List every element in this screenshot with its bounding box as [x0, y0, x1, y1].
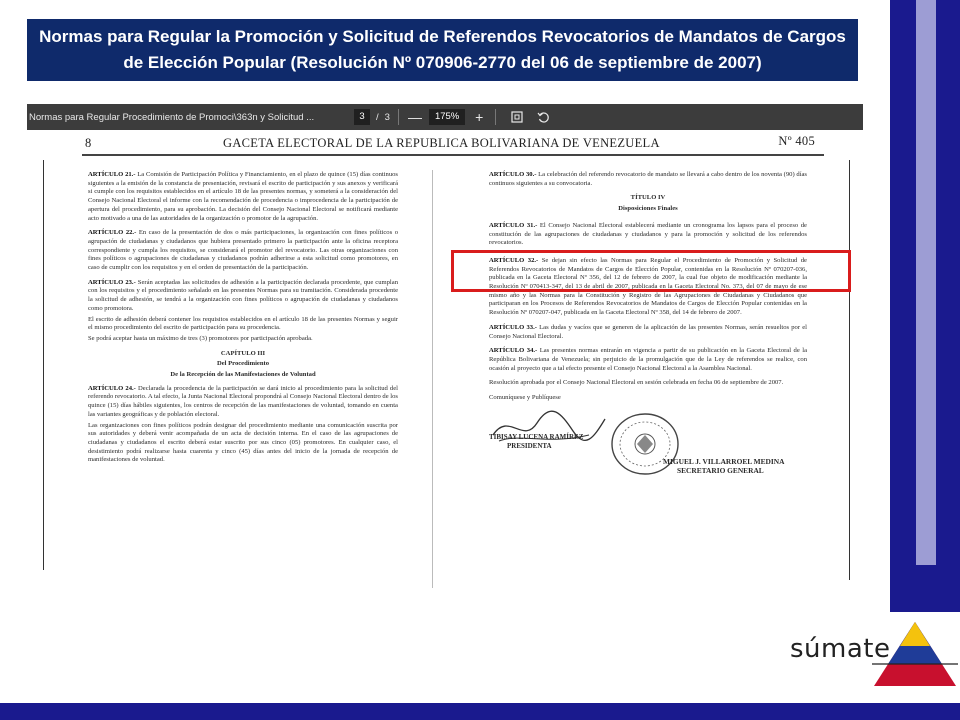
article-24-paragraph-2: Las organizaciones con fines políticos podrán designar del procedimiento mediante una comunicación suscrita por sus autoridades y deberá venir acompañada de un acta de decisión interna. En el caso de las agrupaciones de ciudadanas y ciudadanos el escrito deberá estar suscrito por sus cinco (05) promotores. En cualquier caso, el desistimiento podrá realizarse hasta cuarenta y cinco (45) días antes del inicio de la jornada de recepción de manifestaciones de voluntad. — [88, 421, 398, 464]
article-34 — [489, 347, 807, 373]
article-24-heading: ARTÍCULO 24.- — [88, 384, 136, 392]
scan-edge-mark — [43, 160, 44, 570]
toolbar-divider — [398, 109, 399, 125]
article-22-heading: ARTÍCULO 22.- — [88, 229, 137, 237]
secretary-role: SECRETARIO GENERAL — [677, 465, 764, 475]
article-31-body: El Consejo Nacional Electoral establecerá mediante un cronograma los lapsos para el proceso de constitución de las agrupaciones de ciudadanas y ciudadanos y para la promoción y solicitud de los referendos revocatorios. — [489, 221, 807, 247]
right-decorative-band — [890, 0, 960, 612]
article-24 — [88, 385, 398, 420]
pdf-document-title: Normas para Regular Procedimiento de Promoci\363n y Solicitud ... — [29, 111, 315, 123]
article-23-heading: ARTÍCULO 23.- — [88, 278, 136, 286]
zoom-level-input[interactable]: 175% — [429, 109, 465, 125]
article-23-paragraph-2: El escrito de adhesión deberá contener los requisitos establecidos en el artículo 18 de las presentes Normas y seguir el mismo procedimiento del escrito de participación para su procedencia. — [88, 315, 398, 332]
sumate-logo — [790, 620, 960, 692]
article-23-paragraph-3: Se podrá aceptar hasta un máximo de tres (3) promotores por participación aprobada. — [88, 334, 313, 342]
page-separator: / — [376, 111, 379, 123]
article-34-body: Las presentes normas entrarán en vigencia a partir de su publicación en la Gaceta Electoral de la República Bolivariana de Venezuela; sin perjuicio de la promulgación que de la Ley de referendos se realice, con ocasión al proyecto que a tal efecto presente el Consejo Nacional Electoral a la Asamblea Nacional. — [489, 347, 807, 372]
signature-president — [489, 433, 583, 451]
slide-title — [27, 19, 858, 81]
president-name: TIBISAY LUCENA RAMÍREZ — [489, 432, 584, 441]
titulo-heading: TÍTULO IV — [630, 194, 666, 202]
gazette-header — [85, 134, 815, 152]
article-22-body: En caso de la presentación de dos o más participaciones, la organización con fines políticos o agrupación de ciudadanas y ciudadanos que hubiera presentado primero la participación ante la oficina receptora correspondiente y cumpla los requisitos, se considerará el promotor del revocatorio. Las otras organizaciones con fines políticos o agrupaciones de ciudadanas y ciudadanos podrán adherirse a esta solicitud como promotores, en caso de cumplir con los requisitos y en el orden de presentación de la participación. — [88, 229, 398, 272]
pdf-viewer-screenshot — [27, 104, 863, 588]
rotate-icon[interactable] — [536, 110, 550, 124]
article-30 — [489, 171, 807, 188]
article-21 — [88, 171, 398, 223]
zoom-in-button[interactable]: + — [475, 109, 484, 125]
article-30-body: La celebración del referendo revocatorio de mandato se llevará a cabo dentro de los noventa (90) días continuos siguientes a su convocatoria. — [489, 171, 807, 187]
article-31-heading: ARTÍCULO 31.- — [489, 221, 538, 229]
president-role: PRESIDENTA — [507, 441, 552, 450]
article-33 — [489, 324, 807, 341]
gazette-left-column — [88, 171, 398, 471]
pdf-toolbar — [27, 104, 863, 130]
page-number-input[interactable]: 3 — [354, 109, 370, 125]
fit-page-icon[interactable] — [510, 110, 524, 124]
approval-note: Resolución aprobada por el Consejo Nacional Electoral en sesión celebrada en fecha 06 de septiembre de 2007. — [489, 379, 784, 387]
article-23-body: Serán aceptadas las solicitudes de adhesión a la participación declarada procedente, que cumplan con los requisitos y el procedimiento señalado en las presentes Normas para su tramitación. Considerada procedente la solicitud de adhesión, se tendrá a la organización con fines políticos o agrupación de ciudadanas y ciudadanos como promotora. — [88, 278, 398, 312]
column-divider — [432, 170, 433, 588]
scan-edge-mark — [849, 160, 850, 580]
article-32-body: Se dejan sin efecto las Normas para Regular el Procedimiento de Promoción y Solicitud de Referendos Revocatorios de Mandatos de Cargos de Elección Popular, contenidas en la Resolución Nº 070207-036, publicada en la Gaceta Electoral Nº 356, del 12 de febrero de 2007, la cual fue objeto de modificación mediante la Resolución Nº 070413-347, del 13 de abril de 2007, publicada en la Gaceta Electoral No. 373, del 07 de mayo de ese mismo año y las Normas para la Constitución y Registro de las Agrupaciones de Ciudadanas y Ciudadanos que participaran en los Procesos de Referendos Revocatorios de Mandatos de Cargos de Elección Popular contenidas en la Resolución Nº 070207-047, publicada en la Gaceta Electoral Nº 358, del 14 de febrero de 2007. — [489, 256, 807, 317]
article-33-heading: ARTÍCULO 33.- — [489, 323, 537, 331]
signature-secretary — [663, 457, 784, 475]
article-21-body: La Comisión de Participación Política y Financiamiento, en el plazo de quince (15) días continuos siguientes a la emisión de la constancia de presentación, revisará el escrito de participación y sus anexos y verificará si cumple con los requisitos establecidos en el artículo 18 de las presentes normas, y someterá a la consideración del Consejo Nacional Electoral el informe con la recomendación de procedencia o improcedencia de la participación de apertura del procedimiento, para su aprobación. La decisión del Consejo Nacional Electoral se notificará mediante acto motivado a una de las autoridades de la organización o promotor de la agrupación. — [88, 171, 398, 222]
slide-title-text: Normas para Regular la Promoción y Solicitud de Referendos Revocatorios de Mandatos de Cargos de Elección Popular (Resolución Nº 070906-2770 del 06 de septiembre de 2007) — [39, 27, 846, 72]
article-21-heading: ARTÍCULO 21.- — [88, 171, 136, 178]
toolbar-divider — [495, 109, 496, 125]
secretary-name: MIGUEL J. VILLARROEL MEDINA — [663, 456, 785, 466]
article-24-body: Declarada la procedencia de la participación se dará inicio al procedimiento para la solicitud del referendo revocatorio. A tal efecto, la Junta Nacional Electoral propondrá al Consejo Nacional Electoral dentro de los quince (15) días hábiles siguientes, los centros de recepción de las manifestaciones de voluntad, tomando en cuenta las variantes geográficas y de población electoral. — [88, 384, 398, 418]
gazette-issue-number: Nº 405 — [778, 134, 815, 148]
right-band-stripe — [916, 0, 936, 565]
gazette-header-rule — [82, 154, 824, 156]
total-pages: 3 — [384, 111, 390, 123]
article-34-heading: ARTÍCULO 34.- — [489, 347, 538, 355]
titulo-subheading: Disposiciones Finales — [618, 205, 678, 213]
article-23 — [88, 279, 398, 314]
gazette-right-column — [489, 171, 807, 485]
article-31-highlight-box — [451, 250, 851, 292]
pyramid-logo-icon — [872, 620, 958, 690]
logo-text: súmate — [790, 634, 891, 664]
article-33-body: Las dudas y vacíos que se generen de la aplicación de las presentes Normas, serán resueltos por el Consejo Nacional Electoral. — [489, 323, 807, 340]
chapter-subtitle-2: De la Recepción de las Manifestaciones de Voluntad — [170, 371, 316, 379]
article-30-heading: ARTÍCULO 30.- — [489, 171, 537, 178]
zoom-out-button[interactable]: — — [407, 109, 422, 125]
bottom-decorative-bar — [0, 703, 960, 720]
gazette-page-number: 8 — [85, 136, 92, 150]
chapter-title: CAPÍTULO III — [220, 349, 266, 357]
gazette-title: GACETA ELECTORAL DE LA REPUBLICA BOLIVARIANA DE VENEZUELA — [223, 136, 660, 150]
chapter-subtitle-1: Del Procedimiento — [216, 360, 270, 368]
article-32-heading: ARTÍCULO 32.- — [489, 256, 539, 264]
scanned-gazette-page — [27, 130, 863, 588]
comuniquese-line: Comuníquese y Publíquese — [489, 394, 561, 402]
signatures-block — [489, 405, 807, 485]
article-22 — [88, 229, 398, 273]
article-31 — [489, 222, 807, 248]
